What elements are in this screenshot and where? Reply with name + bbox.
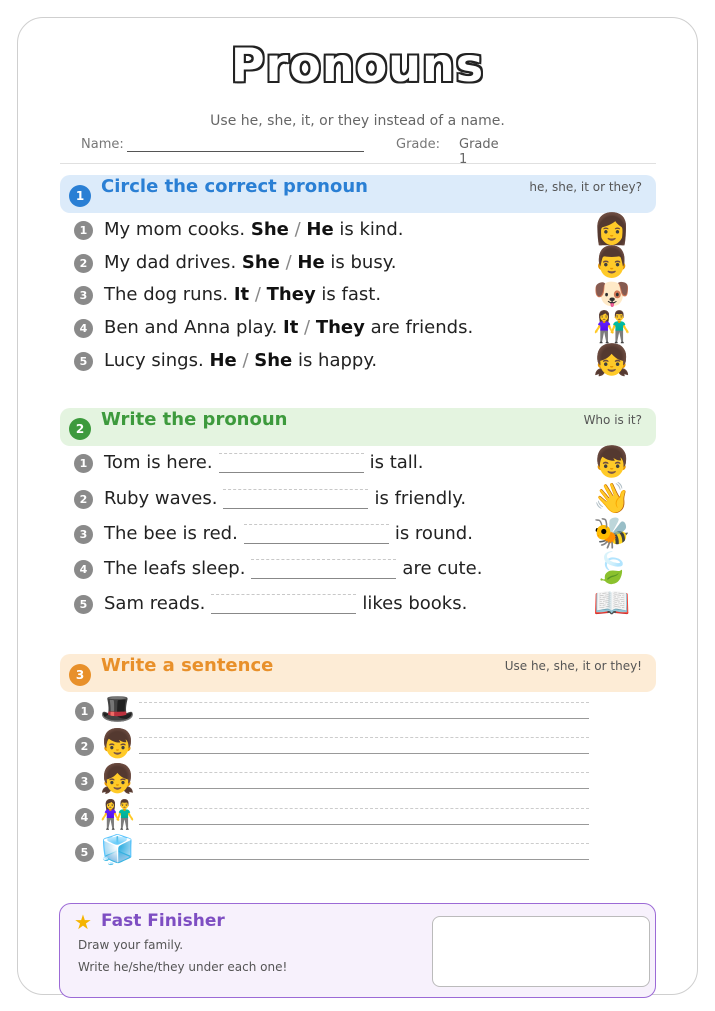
pronoun-option[interactable]: She bbox=[250, 219, 289, 240]
pronoun-option[interactable]: It bbox=[233, 284, 250, 305]
section-2-title: Write the pronoun bbox=[101, 409, 288, 430]
drawing-box[interactable] bbox=[432, 916, 650, 987]
item-number: 2 bbox=[74, 490, 93, 509]
sentence-text: Sam reads. bbox=[104, 593, 206, 614]
header-divider bbox=[60, 163, 656, 164]
writing-line[interactable] bbox=[139, 753, 589, 754]
section-3-title: Write a sentence bbox=[101, 655, 274, 676]
option-divider: / bbox=[288, 219, 307, 240]
sentence bbox=[104, 317, 473, 338]
answer-blank[interactable] bbox=[223, 489, 368, 509]
writing-guide-line bbox=[139, 843, 589, 844]
item-number: 4 bbox=[74, 319, 93, 338]
emoji-icon: 🎩 bbox=[100, 692, 135, 725]
answer-blank[interactable] bbox=[219, 453, 364, 473]
pronoun-option[interactable]: He bbox=[306, 219, 334, 240]
sentence bbox=[104, 523, 473, 544]
sentence bbox=[104, 558, 482, 579]
section-1-number: 1 bbox=[69, 185, 91, 207]
sentence bbox=[104, 488, 466, 509]
sentence bbox=[104, 219, 403, 240]
item-number: 5 bbox=[74, 595, 93, 614]
fast-finisher-box bbox=[59, 903, 656, 998]
answer-blank[interactable] bbox=[211, 594, 356, 614]
emoji-icon: 👋 bbox=[593, 481, 631, 516]
section-3-number: 3 bbox=[69, 664, 91, 686]
pronoun-option[interactable]: They bbox=[315, 317, 365, 338]
sentence-text: Lucy sings. bbox=[104, 350, 210, 371]
pronoun-option[interactable]: He bbox=[297, 252, 325, 273]
pronoun-option[interactable]: She bbox=[241, 252, 280, 273]
section-2-number: 2 bbox=[69, 418, 91, 440]
sentence-text: are cute. bbox=[402, 558, 483, 579]
answer-blank[interactable] bbox=[251, 559, 396, 579]
section-2-header bbox=[60, 408, 656, 446]
emoji-icon: 🍃 bbox=[593, 551, 631, 586]
item-number: 5 bbox=[74, 352, 93, 371]
sentence-text: is happy. bbox=[292, 350, 378, 371]
section-2-hint: Who is it? bbox=[583, 413, 642, 427]
emoji-icon: 📖 bbox=[593, 586, 631, 621]
emoji-icon: 👦 bbox=[100, 727, 135, 760]
grade-value: Grade 1 bbox=[459, 137, 499, 167]
fast-finisher-instruction-1: Draw your family. bbox=[78, 938, 184, 952]
section-3-hint: Use he, she, it or they! bbox=[504, 659, 642, 673]
section-1-hint: he, she, it or they? bbox=[529, 180, 642, 194]
item-number: 2 bbox=[74, 254, 93, 273]
pronoun-option[interactable]: She bbox=[254, 350, 293, 371]
fast-finisher-instruction-2: Write he/she/they under each one! bbox=[78, 960, 288, 974]
item-number: 4 bbox=[74, 560, 93, 579]
sentence-text: My dad drives. bbox=[104, 252, 242, 273]
sentence-text: is kind. bbox=[333, 219, 404, 240]
sentence-text: are friends. bbox=[364, 317, 474, 338]
writing-guide-line bbox=[139, 702, 589, 703]
item-number: 2 bbox=[75, 737, 94, 756]
name-label: Name: bbox=[81, 137, 124, 152]
emoji-icon: 🐶 bbox=[593, 277, 631, 312]
item-number: 1 bbox=[75, 702, 94, 721]
emoji-icon: 👧 bbox=[593, 343, 631, 378]
sentence-text: is fast. bbox=[315, 284, 382, 305]
sentence-text: The dog runs. bbox=[104, 284, 234, 305]
item-number: 3 bbox=[75, 772, 94, 791]
sentence-text: is friendly. bbox=[374, 488, 467, 509]
writing-guide-line bbox=[139, 737, 589, 738]
item-number: 1 bbox=[74, 454, 93, 473]
emoji-icon: 👩 bbox=[593, 212, 631, 247]
page-title: Pronouns bbox=[230, 38, 485, 92]
emoji-icon: 👧 bbox=[100, 762, 135, 795]
sentence-text: is tall. bbox=[369, 452, 424, 473]
grade-label: Grade: bbox=[396, 137, 441, 152]
item-number: 5 bbox=[75, 843, 94, 862]
sentence-text: My mom cooks. bbox=[104, 219, 251, 240]
page-subtitle: Use he, she, it, or they instead of a name. bbox=[210, 113, 505, 129]
item-number: 4 bbox=[75, 808, 94, 827]
sentence-text: is round. bbox=[394, 523, 473, 544]
emoji-icon: 👦 bbox=[593, 445, 631, 480]
section-1-title: Circle the correct pronoun bbox=[101, 176, 368, 197]
writing-line[interactable] bbox=[139, 859, 589, 860]
answer-blank[interactable] bbox=[244, 524, 389, 544]
sentence bbox=[104, 252, 397, 273]
pronoun-option[interactable]: They bbox=[266, 284, 316, 305]
writing-guide-line bbox=[139, 772, 589, 773]
option-divider: / bbox=[249, 284, 267, 305]
sentence-text: The leafs sleep. bbox=[104, 558, 246, 579]
sentence-text: is busy. bbox=[324, 252, 397, 273]
sentence-text: Tom is here. bbox=[104, 452, 213, 473]
option-divider: / bbox=[279, 252, 298, 273]
emoji-icon: 👫 bbox=[593, 310, 631, 345]
sentence bbox=[104, 350, 377, 371]
section-3-header bbox=[60, 654, 656, 692]
item-number: 1 bbox=[74, 221, 93, 240]
sentence-text: Ben and Anna play. bbox=[104, 317, 284, 338]
sentence bbox=[104, 452, 424, 473]
emoji-icon: 🧊 bbox=[100, 833, 135, 866]
sentence-text: likes books. bbox=[362, 593, 468, 614]
star-icon: ★ bbox=[74, 910, 92, 934]
fast-finisher-title: Fast Finisher bbox=[101, 911, 225, 931]
option-divider: / bbox=[236, 350, 255, 371]
writing-line[interactable] bbox=[139, 824, 589, 825]
item-number: 3 bbox=[74, 286, 93, 305]
emoji-icon: 👫 bbox=[100, 798, 135, 831]
emoji-icon: 🐝 bbox=[593, 516, 631, 551]
sentence bbox=[104, 284, 381, 305]
writing-line[interactable] bbox=[139, 788, 589, 789]
pronoun-option[interactable]: He bbox=[209, 350, 237, 371]
emoji-icon: 👨 bbox=[593, 245, 631, 280]
sentence bbox=[104, 593, 467, 614]
item-number: 3 bbox=[74, 525, 93, 544]
name-field[interactable] bbox=[127, 151, 364, 152]
writing-guide-line bbox=[139, 808, 589, 809]
writing-line[interactable] bbox=[139, 718, 589, 719]
sentence-text: The bee is red. bbox=[104, 523, 238, 544]
pronoun-option[interactable]: It bbox=[283, 317, 299, 338]
option-divider: / bbox=[298, 317, 316, 338]
sentence-text: Ruby waves. bbox=[104, 488, 218, 509]
section-1-header bbox=[60, 175, 656, 213]
